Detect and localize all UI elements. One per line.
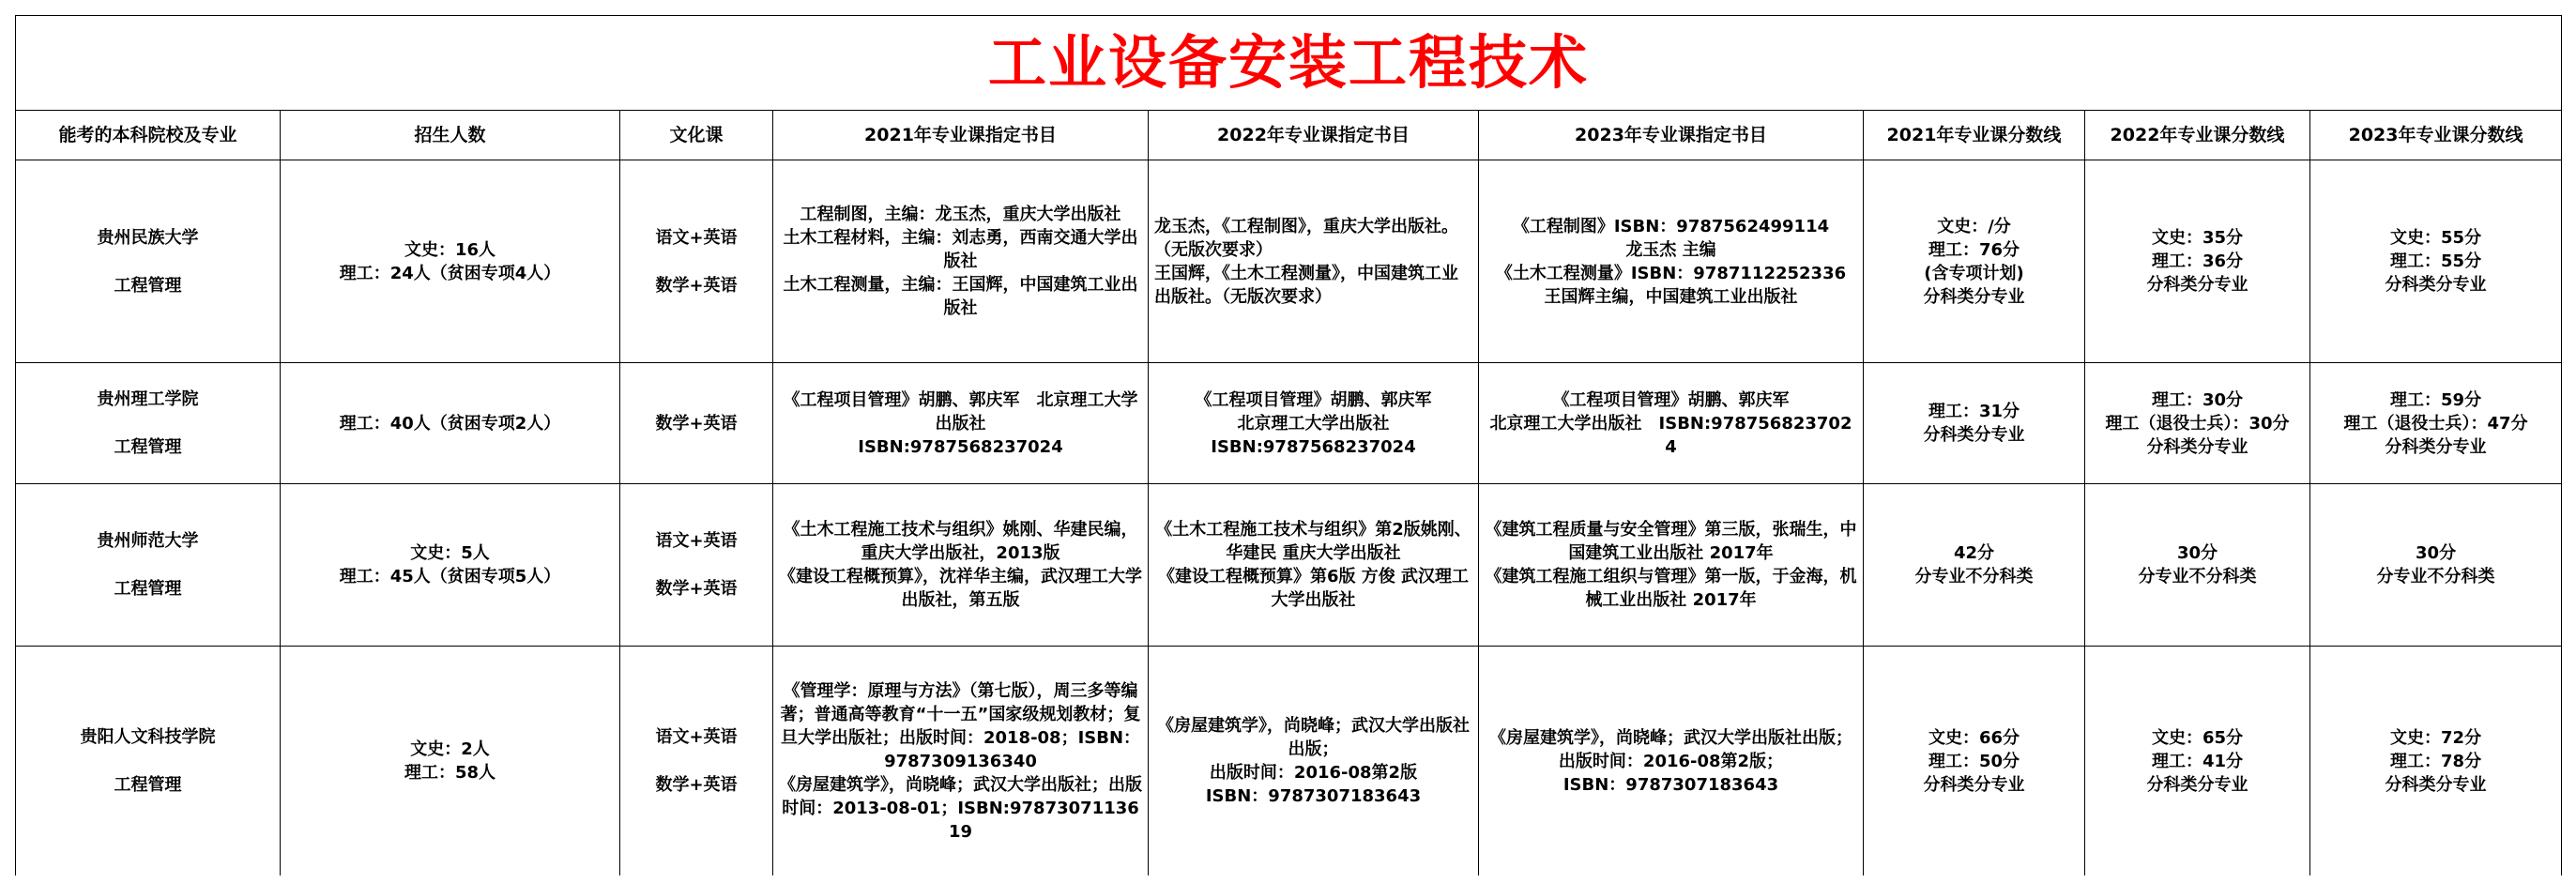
header-score-2023[interactable]: 2023年专业课分数线 [2310,111,2562,160]
score-2022-cell[interactable] [2085,484,2310,647]
page-title: 工业设备安装工程技术 [988,28,1590,97]
header-score-2022[interactable]: 2022年专业课分数线 [2085,111,2310,160]
score-2022-cell[interactable] [2085,363,2310,484]
books-2023-cell[interactable] [1479,647,1864,876]
book-line: 《土木工程施工技术与组织》姚刚、华建民编，重庆大学出版社，2013版 [783,520,1138,563]
book-line: 《建筑工程施工组织与管理》第一版，于金海，机械工业出版社 2017年 [1485,567,1857,610]
enrollment-line: 理工：24人（贫困专项4人） [339,263,561,283]
table-row [16,160,2562,363]
score-line: 分科类分专业 [2385,275,2487,295]
score-line: 理工：41分 [2151,751,2244,771]
score-line: 文史：65分 [2151,727,2244,748]
books-2022-cell[interactable] [1149,647,1479,876]
header-enrollment[interactable]: 招生人数 [281,111,620,160]
culture-line: 数学+英语 [655,275,738,296]
book-line: 《土木工程施工技术与组织》第2版姚刚、华建民 重庆大学出版社 [1155,520,1471,563]
book-line: 土木工程测量，主编：王国辉，中国建筑工业出版社 [783,275,1138,318]
enrollment-cell[interactable] [281,484,620,647]
culture-cell[interactable] [620,160,773,363]
book-line: 《建筑工程质量与安全管理》第三版，张瑞生，中国建筑工业出版社 2017年 [1485,520,1857,563]
books-2021-cell[interactable] [773,484,1149,647]
book-line: 北京理工大学出版社 [1237,413,1390,434]
score-2022-cell[interactable] [2085,160,2310,363]
score-line: 分科类分专业 [1923,425,2025,445]
table-row [16,647,2562,876]
score-line: 分科类分专业 [2385,774,2487,795]
score-2023-cell[interactable] [2310,160,2562,363]
header-culture[interactable]: 文化课 [620,111,773,160]
enrollment-cell[interactable] [281,160,620,363]
score-line: 文史：55分 [2390,228,2482,248]
school-name: 贵阳人文科技学院 [80,727,216,747]
book-line: 工程制图，主编：龙玉杰，重庆大学出版社 [800,205,1121,224]
book-line: 王国辉主编，中国建筑工业出版社 [1544,286,1798,307]
score-line: 理工：31分 [1928,402,2020,421]
book-line: ISBN：9787307183643 [1562,774,1779,795]
score-line: 文史：/分 [1937,216,2011,236]
books-2023-cell[interactable] [1479,160,1864,363]
books-2022-cell[interactable] [1149,484,1479,647]
culture-line: 语文+英语 [655,227,738,248]
books-2021-cell[interactable] [773,647,1149,876]
title-cell[interactable] [16,16,2562,111]
score-line: 分科类分专业 [1923,286,2025,307]
score-2023-cell[interactable] [2310,647,2562,876]
culture-cell[interactable] [620,647,773,876]
score-2021-cell[interactable] [1864,484,2085,647]
header-school[interactable]: 能考的本科院校及专业 [16,111,281,160]
culture-line: 语文+英语 [655,727,738,747]
score-2021-cell[interactable] [1864,647,2085,876]
score-line: 理工：59分 [2390,389,2482,410]
table-row [16,484,2562,647]
book-line: 王国辉，《土木工程测量》，中国建筑工业出版社。（无版次要求） [1154,263,1458,307]
culture-line: 语文+英语 [655,531,738,551]
enrollment-line: 理工：45人（贫困专项5人） [339,567,561,586]
header-books-2022[interactable]: 2022年专业课指定书目 [1149,111,1479,160]
score-line: 理工（退役士兵）：47分 [2343,413,2528,434]
book-line: 《建设工程概预算》第6版 方俊 武汉理工大学出版社 [1157,567,1470,610]
book-line: 龙玉杰 主编 [1625,239,1716,260]
book-line: 北京理工大学出版社 ISBN:9787568237024 [1489,413,1852,457]
header-books-2021[interactable]: 2021年专业课指定书目 [773,111,1149,160]
culture-line: 数学+英语 [655,579,738,599]
spreadsheet [15,15,2561,883]
book-line: 出版时间：2016-08第2版 [1209,763,1418,783]
books-2022-cell[interactable] [1149,363,1479,484]
enrollment-cell[interactable] [281,363,620,484]
score-line: 42分 [1953,543,1995,563]
score-line: 文史：35分 [2151,228,2244,248]
book-line: 《工程项目管理》胡鹏、郭庆军 北京理工大学出版社 [783,389,1138,434]
book-line: 《建设工程概预算》，沈祥华主编，武汉理工大学出版社，第五版 [779,567,1142,610]
score-2022-cell[interactable] [2085,647,2310,876]
book-line: ISBN:9787568237024 [1211,436,1416,457]
books-2023-cell[interactable] [1479,484,1864,647]
major-name: 工程管理 [114,579,182,599]
score-line: 30分 [2176,543,2218,563]
enrollment-line: 理工：58人 [404,763,496,783]
score-line: 30分 [2416,543,2457,563]
major-name: 工程管理 [114,437,182,457]
books-2023-cell[interactable] [1479,363,1864,484]
score-line: 分科类分专业 [2146,275,2248,295]
major-name: 工程管理 [114,275,182,296]
score-line: 分科类分专业 [2146,774,2248,795]
culture-cell[interactable] [620,363,773,484]
school-cell[interactable] [16,160,281,363]
table-row [16,363,2562,484]
score-line: 理工：36分 [2151,251,2244,271]
score-2023-cell[interactable] [2310,484,2562,647]
books-2022-cell[interactable] [1149,160,1479,363]
score-line: 理工：78分 [2390,751,2482,771]
header-books-2023[interactable]: 2023年专业课指定书目 [1479,111,1864,160]
school-name: 贵州师范大学 [97,531,199,551]
school-name: 贵州理工学院 [97,389,199,409]
score-line: 理工：50分 [1928,751,2020,771]
major-name: 工程管理 [114,775,182,795]
school-cell[interactable] [16,647,281,876]
culture-line: 数学+英语 [655,775,738,795]
admission-table [15,15,2562,875]
enrollment-line: 文史：5人 [410,543,490,563]
score-2023-cell[interactable] [2310,363,2562,484]
enrollment-cell[interactable] [281,647,620,876]
book-line: 《土木工程测量》ISBN：9787112252336 [1495,263,1847,283]
score-line: 分科类分专业 [2385,436,2487,457]
book-line: 《房屋建筑学》，尚晓峰；武汉大学出版社出版； [1157,716,1470,759]
score-2021-cell[interactable] [1864,363,2085,484]
book-line: 《管理学：原理与方法》（第七版），周三多等编著；普通高等教育“十一五”国家级规划教材；复旦大学出版社；出版时间：2018-08；ISBN：9787309136340 [780,680,1141,771]
book-line: ISBN:9787568237024 [858,436,1063,457]
score-line: 理工：55分 [2390,251,2482,271]
score-line: 理工：30分 [2151,389,2244,410]
book-line: 龙玉杰，《工程制图》，重庆大学出版社。（无版次要求） [1154,216,1458,260]
score-line: 文史：66分 [1928,727,2020,748]
books-2021-cell[interactable] [773,363,1149,484]
score-line: 理工：76分 [1928,239,2020,260]
score-line: 分专业不分科类 [2376,567,2495,586]
book-line: 《工程制图》ISBN：9787562499114 [1512,216,1830,236]
enrollment-line: 理工：40人（贫困专项2人） [339,413,561,434]
book-line: 《房屋建筑学》，尚晓峰；武汉大学出版社；出版时间：2013-08-01；ISBN:9787307113619 [779,774,1142,842]
score-line: 分科类分专业 [2146,436,2248,457]
title-row [16,16,2562,111]
book-line: 土木工程材料，主编：刘志勇，西南交通大学出版社 [783,228,1138,271]
score-line: 文史：72分 [2390,727,2482,748]
school-cell[interactable] [16,363,281,484]
score-2021-cell[interactable] [1864,160,2085,363]
culture-cell[interactable] [620,484,773,647]
book-line: ISBN：9787307183643 [1205,786,1422,806]
school-name: 贵州民族大学 [97,227,199,248]
enrollment-line: 文史：2人 [410,739,490,759]
book-line: 《房屋建筑学》，尚晓峰；武汉大学出版社出版；出版时间：2016-08第2版； [1489,727,1852,771]
books-2021-cell[interactable] [773,160,1149,363]
culture-line: 数学+英语 [655,413,738,434]
enrollment-line: 文史：16人 [404,239,496,260]
score-line: 理工（退役士兵）：30分 [2105,413,2290,434]
score-line: 分科类分专业 [1923,774,2025,795]
header-score-2021[interactable]: 2021年专业课分数线 [1864,111,2085,160]
score-line: 分专业不分科类 [2138,567,2257,586]
header-row [16,111,2562,160]
score-line: (含专项计划) [1924,263,2024,283]
score-line: 分专业不分科类 [1914,567,2034,586]
book-line: 《工程项目管理》胡鹏、郭庆军 [1552,389,1790,410]
book-line: 《工程项目管理》胡鹏、郭庆军 [1195,389,1432,410]
school-cell[interactable] [16,484,281,647]
